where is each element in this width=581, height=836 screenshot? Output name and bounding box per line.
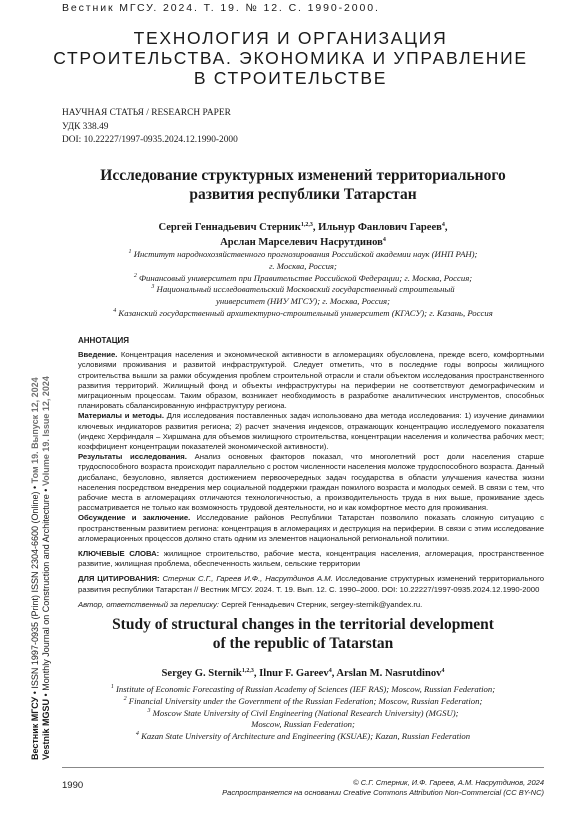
corresponding-author: [78, 600, 544, 610]
affiliation-line: [62, 308, 544, 320]
affiliation-text: Институт народнохозяйственного прогнозирования Российской академии наук (ИНП РАН);: [133, 249, 478, 259]
affiliations-ru: [62, 249, 544, 320]
abstract-text: Анализ основных факторов показал, что многолетний рост доли населения старше трудоспособного возраста происходит параллельно с ростом численности населения моложе трудоспособного возраста. Данный дисбаланс, безусловно, является достижением первоочередных задач государства в области улучшения качества жизни населения посредством внедрения мер социальной поддержки граждан пожилого возраста и молодых семей. В связи с тем, что рабочие места в агломерациях отличаются технологичностью, а производительность труда в них выше, проживание здесь рассматривается не только как возможность трудовой деятельности, но и как комфортное место для проживания.: [78, 452, 544, 513]
section-title: [40, 28, 541, 88]
author-affil-ref: 4: [441, 222, 445, 228]
authors-en: [62, 667, 544, 681]
journal-spine: [30, 376, 52, 760]
author-separator: ,: [331, 668, 337, 679]
affiliation-line: [62, 684, 544, 696]
affiliation-text: Национальный исследовательский Московский государственный строительный: [156, 284, 455, 295]
article-title-en: [62, 615, 544, 653]
section-title-line: СТРОИТЕЛЬСТВА. ЭКОНОМИКА И УПРАВЛЕНИЕ: [53, 48, 528, 68]
abstract-label: Введение.: [78, 350, 118, 360]
journal-brand: Вестник: [30, 723, 40, 760]
author-name: Сергей Геннадьевич Стерник: [158, 222, 301, 233]
affiliation-number: 3: [151, 284, 155, 291]
affiliation-line: [62, 249, 544, 261]
license-line: Распространяется на основании Creative Commons Attribution Non-Commercial (CC BY-NC): [222, 788, 544, 797]
author-affil-ref: 4: [441, 668, 445, 674]
citation-label: ДЛЯ ЦИТИРОВАНИЯ:: [78, 574, 160, 584]
author-name: Arslan M. Nasrutdinov: [336, 668, 442, 679]
abstract-text: Исследование районов Республики Татарстан позволило показать сложную ситуацию с пространственным развитием региона: концентрация в агломерациях и деструкция на периферии. В связи с этим исследование агломерационных процессов должно стать одним из элементов национальной региональной политики.: [78, 513, 544, 543]
affiliation-text: г. Москва, Россия;: [269, 260, 337, 271]
affiliation-text: Финансовый университет при Правительстве Российской Федерации; г. Москва, Россия;: [139, 272, 473, 283]
author-name: Арслан Марселевич Насрутдинов: [220, 237, 383, 248]
citation: [78, 574, 544, 594]
footer-copyright: [222, 778, 544, 798]
affiliation-number: 1: [110, 684, 114, 690]
abstract-conclusion: [78, 513, 544, 544]
title-line: Study of structural changes in the territorial development: [112, 616, 494, 633]
journal-brand-accent: MGSU: [41, 698, 51, 726]
abstract: [78, 336, 544, 610]
author-affil-ref: 1,2,3: [300, 222, 313, 228]
doi[interactable]: DOI: 10.22227/1997-0935.2024.12.1990-2000: [62, 135, 238, 146]
author-separator: ,: [253, 668, 260, 679]
affiliation-number: 2: [133, 272, 137, 279]
journal-brand-accent: МГСУ: [30, 696, 40, 722]
keywords-label: КЛЮЧЕВЫЕ СЛОВА:: [78, 549, 160, 559]
copyright-line: © С.Г. Стерник, И.Ф. Гареев, А.М. Насрутдинов, 2024: [353, 778, 544, 787]
affiliation-line: [62, 261, 544, 273]
section-title-line: В СТРОИТЕЛЬСТВЕ: [193, 68, 388, 88]
affiliation-number: 4: [135, 731, 139, 738]
affiliation-number: 3: [147, 707, 151, 714]
keywords-text: жилищное строительство, рабочие места, концентрация населения, агломерация, пространственное развитие, жилищная проблема, обеспеченность жильем, сельские территории: [78, 549, 545, 569]
author-separator: ,: [444, 222, 448, 233]
affiliation-text: Financial University under the Government of the Russian Federation; Moscow, Russian Federation;: [128, 695, 483, 706]
authors-line: [62, 220, 544, 235]
abstract-results: [78, 452, 544, 513]
affiliation-number: 2: [123, 695, 127, 702]
author-affil-ref: 1,2,3: [241, 668, 254, 674]
affiliation-text: Moscow State University of Civil Engineering (National Research University) (MGSU);: [152, 707, 459, 718]
spine-text: • ISSN 1997-0935 (Print) ISSN 2304-6600 (Online) •: [30, 483, 40, 697]
footer-divider: [62, 767, 544, 768]
corresponding-label: Автор, ответственный за переписку:: [78, 599, 220, 609]
page-number: 1990: [62, 780, 84, 791]
paper-type: НАУЧНАЯ СТАТЬЯ / RESEARCH PAPER: [62, 108, 231, 118]
corresponding-contact[interactable]: Сергей Геннадьевич Стерник, sergey-sternik@yandex.ru.: [221, 599, 423, 609]
affiliation-line: [62, 719, 544, 731]
title-line: Исследование структурных изменений территориального: [100, 167, 506, 184]
citation-text: Исследование структурных изменений территориального развития республики Татарстан // Вестник МГСУ. 2024. Т. 19. Вып. 12. С. 1990–2000. DOI: 10.22227/1997-0935.2024.12.1990-2000: [78, 574, 544, 594]
affiliation-line: [62, 273, 544, 285]
article-title-ru: [62, 166, 544, 204]
authors-line: [62, 235, 544, 250]
abstract-label: Обсуждение и заключение.: [78, 513, 191, 523]
affiliation-number: 1: [128, 249, 132, 255]
abstract-label: Материалы и методы.: [78, 411, 164, 421]
abstract-text: Концентрация населения и экономической активности в агломерациях обусловлена, прежде всего, комфортными условиями проживания и развитой инфраструктурой. Следует отметить, что в последние годы вопросы жилищного строительства вышли за рамки обсуждения проблем строительной отрасли и стали объектом исследования пространственного развития территорий. Жилищный фонд и объекты инфраструктуры на периферии не соответствуют демографическим и миграционным процессам. Таким образом, возникает необходимость в разработке аналитических инструментов, способных планировать сбалансированную инфраструктуру региона.: [78, 350, 544, 411]
affiliation-text: Kazan State University of Architecture and Engineering (KSUAE); Kazan, Russian Federation: [141, 731, 471, 742]
article-meta: [62, 107, 238, 148]
affiliation-text: университет (НИУ МГСУ); г. Москва, Россия;: [216, 296, 390, 307]
affiliation-line: [62, 284, 544, 296]
author-affil-ref: 4: [382, 237, 386, 243]
affiliation-line: [62, 731, 544, 743]
section-title-line: ТЕХНОЛОГИЯ И ОРГАНИЗАЦИЯ: [133, 28, 448, 48]
author-name: Ильнур Фанлович Гареев: [318, 222, 442, 233]
journal-brand: Vestnik: [41, 728, 51, 760]
affiliation-line: [62, 708, 544, 720]
affiliation-text: Казанский государственный архитектурно-строительный университет (КГАСУ); г. Казань, Россия: [118, 307, 493, 318]
spine-text: • Monthly Journal on Construction and Architecture •: [41, 486, 51, 699]
abstract-introduction: [78, 350, 544, 411]
authors-ru: [62, 220, 544, 250]
title-line: of the republic of Tatarstan: [212, 635, 394, 652]
spine-volume: Volume 19. Issue 12, 2024: [41, 376, 51, 487]
spine-line-en: [41, 376, 52, 760]
citation-authors: Стерник С.Г., Гареев И.Ф., Насрутдинов А.М.: [162, 574, 333, 584]
affiliation-text: Moscow, Russian Federation;: [251, 719, 355, 730]
abstract-text: Для исследования поставленных задач использовано два метода исследования: 1) изучение динамики ключевых индикаторов развития региона; 2) расчет значения индексов, отражающих концентрацию исследуемого показателя (индекс Херфиндаля – Хиршмана для объемов жилищного строительства, концентрации населения и количества рабочих мест; коэффициент концентрации показателей экономической активности).: [78, 411, 545, 452]
spine-line-ru: [30, 376, 41, 760]
affiliation-line: [62, 296, 544, 308]
title-line: развития республики Татарстан: [189, 186, 417, 203]
author-affil-ref: 4: [328, 668, 332, 674]
udk-code: УДК 338.49: [62, 121, 109, 132]
affiliation-number: 4: [113, 307, 117, 314]
abstract-heading: АННОТАЦИЯ: [78, 336, 130, 345]
affiliation-text: Institute of Economic Forecasting of Russian Academy of Sciences (IEF RAS); Moscow, Russian Federation;: [116, 684, 496, 694]
keywords: [78, 549, 544, 569]
abstract-label: Результаты исследования.: [78, 452, 187, 462]
author-separator: ,: [312, 222, 319, 233]
affiliations-en: [62, 684, 544, 743]
running-head: Вестник МГСУ. 2024. Т. 19. № 12. С. 1990-2000.: [62, 2, 380, 14]
spine-volume: Том 19. Выпуск 12, 2024: [30, 377, 40, 484]
author-name: Sergey G. Sternik: [161, 668, 242, 679]
affiliation-line: [62, 696, 544, 708]
abstract-methods: [78, 411, 544, 452]
author-name: Ilnur F. Gareev: [259, 668, 329, 679]
